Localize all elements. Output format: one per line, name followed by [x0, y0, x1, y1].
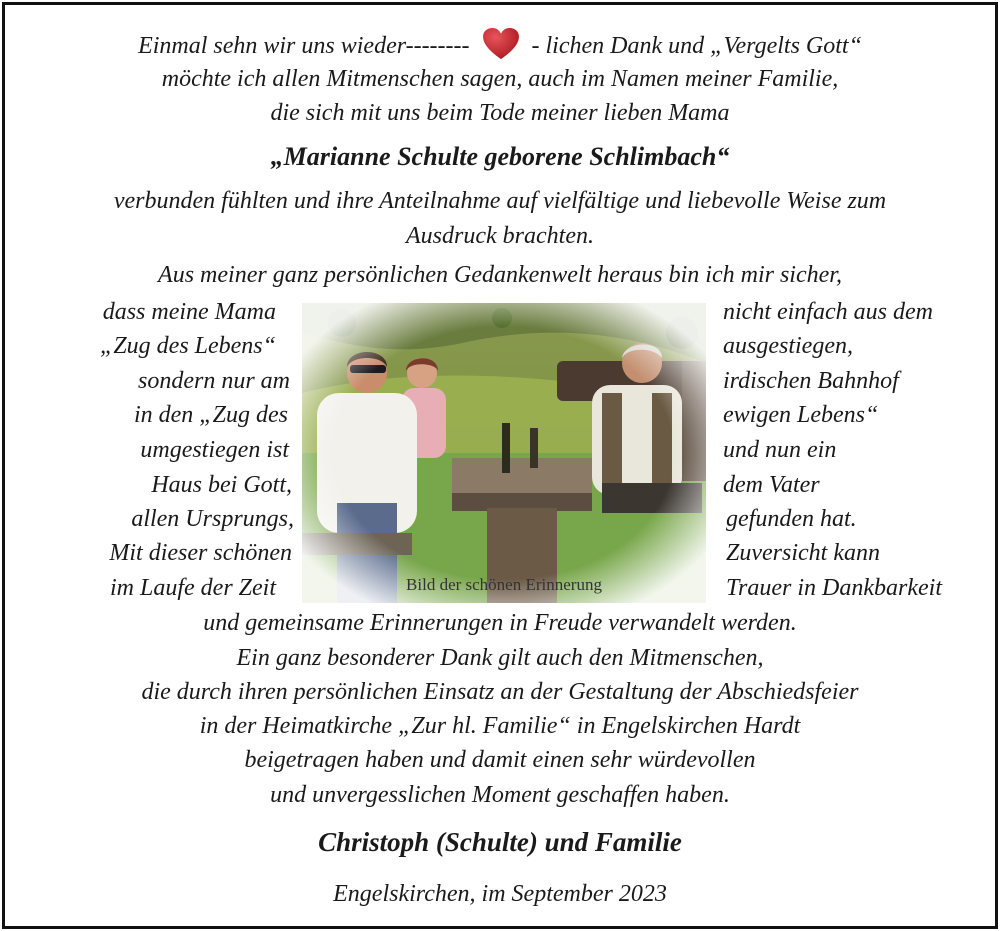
closing-line: in der Heimatkirche „Zur hl. Familie“ in Engelskirchen Hardt [199, 713, 801, 739]
heart-icon [482, 27, 520, 61]
right-col-line: irdischen Bahnhof [723, 368, 899, 394]
left-col-line: im Laufe der Zeit [110, 575, 276, 601]
closing-line: beigetragen haben und damit einen sehr würdevollen [244, 747, 756, 773]
right-col-line: ausgestiegen, [723, 333, 853, 359]
right-col-line: dem Vater [723, 472, 820, 498]
text-line-3: die sich mit uns beim Tode meiner lieben Mama [270, 100, 730, 126]
opening-text-1: Einmal sehn wir uns wieder-------- [138, 33, 470, 59]
photo-scene [302, 303, 706, 603]
opening-text-2: - lichen Dank und „Vergelts Gott“ [531, 33, 862, 59]
place-date: Engelskirchen, im September 2023 [333, 881, 667, 907]
right-col-line: und nun ein [723, 437, 837, 463]
left-col-line: allen Ursprungs, [131, 506, 294, 532]
signature: Christoph (Schulte) und Familie [318, 827, 682, 857]
closing-line: die durch ihren persönlichen Einsatz an der Gestaltung der Abschiedsfeier [141, 679, 859, 705]
left-col-line: Mit dieser schönen [109, 540, 292, 566]
left-col-line: dass meine Mama [102, 299, 276, 325]
left-col-line: Haus bei Gott, [151, 472, 292, 498]
left-col-line: in den „Zug des [133, 402, 288, 428]
closing-line: Ein ganz besonderer Dank gilt auch den Mitmenschen, [236, 645, 764, 671]
closing-line: und gemeinsame Erinnerungen in Freude verwandelt werden. [203, 610, 797, 636]
right-col-line: Zuversicht kann [726, 540, 880, 566]
text-line-5: verbunden fühlten und ihre Anteilnahme auf vielfältige und liebevolle Weise zum [113, 188, 887, 214]
right-col-line: ewigen Lebens“ [723, 402, 879, 428]
right-col-line: gefunden hat. [726, 506, 857, 532]
right-col-line: nicht einfach aus dem [723, 299, 933, 325]
text-line-6: Ausdruck brachten. [406, 223, 594, 249]
right-col-line: Trauer in Dankbarkeit [726, 575, 942, 601]
text-line-2: möchte ich allen Mitmenschen sagen, auch im Namen meiner Familie, [161, 66, 839, 92]
left-col-line: „Zug des Lebens“ [99, 333, 276, 359]
photo-caption: Bild der schönen Erinnerung [406, 575, 602, 594]
left-col-line: sondern nur am [137, 368, 290, 394]
opening-line [0, 27, 1000, 61]
left-col-line: umgestiegen ist [140, 437, 289, 463]
text-line-7: Aus meiner ganz persönlichen Gedankenwelt heraus bin ich mir sicher, [158, 262, 842, 288]
memorial-photo [302, 303, 706, 603]
deceased-name: „Marianne Schulte geborene Schlimbach“ [270, 142, 730, 171]
closing-line: und unvergesslichen Moment geschaffen haben. [270, 782, 730, 808]
